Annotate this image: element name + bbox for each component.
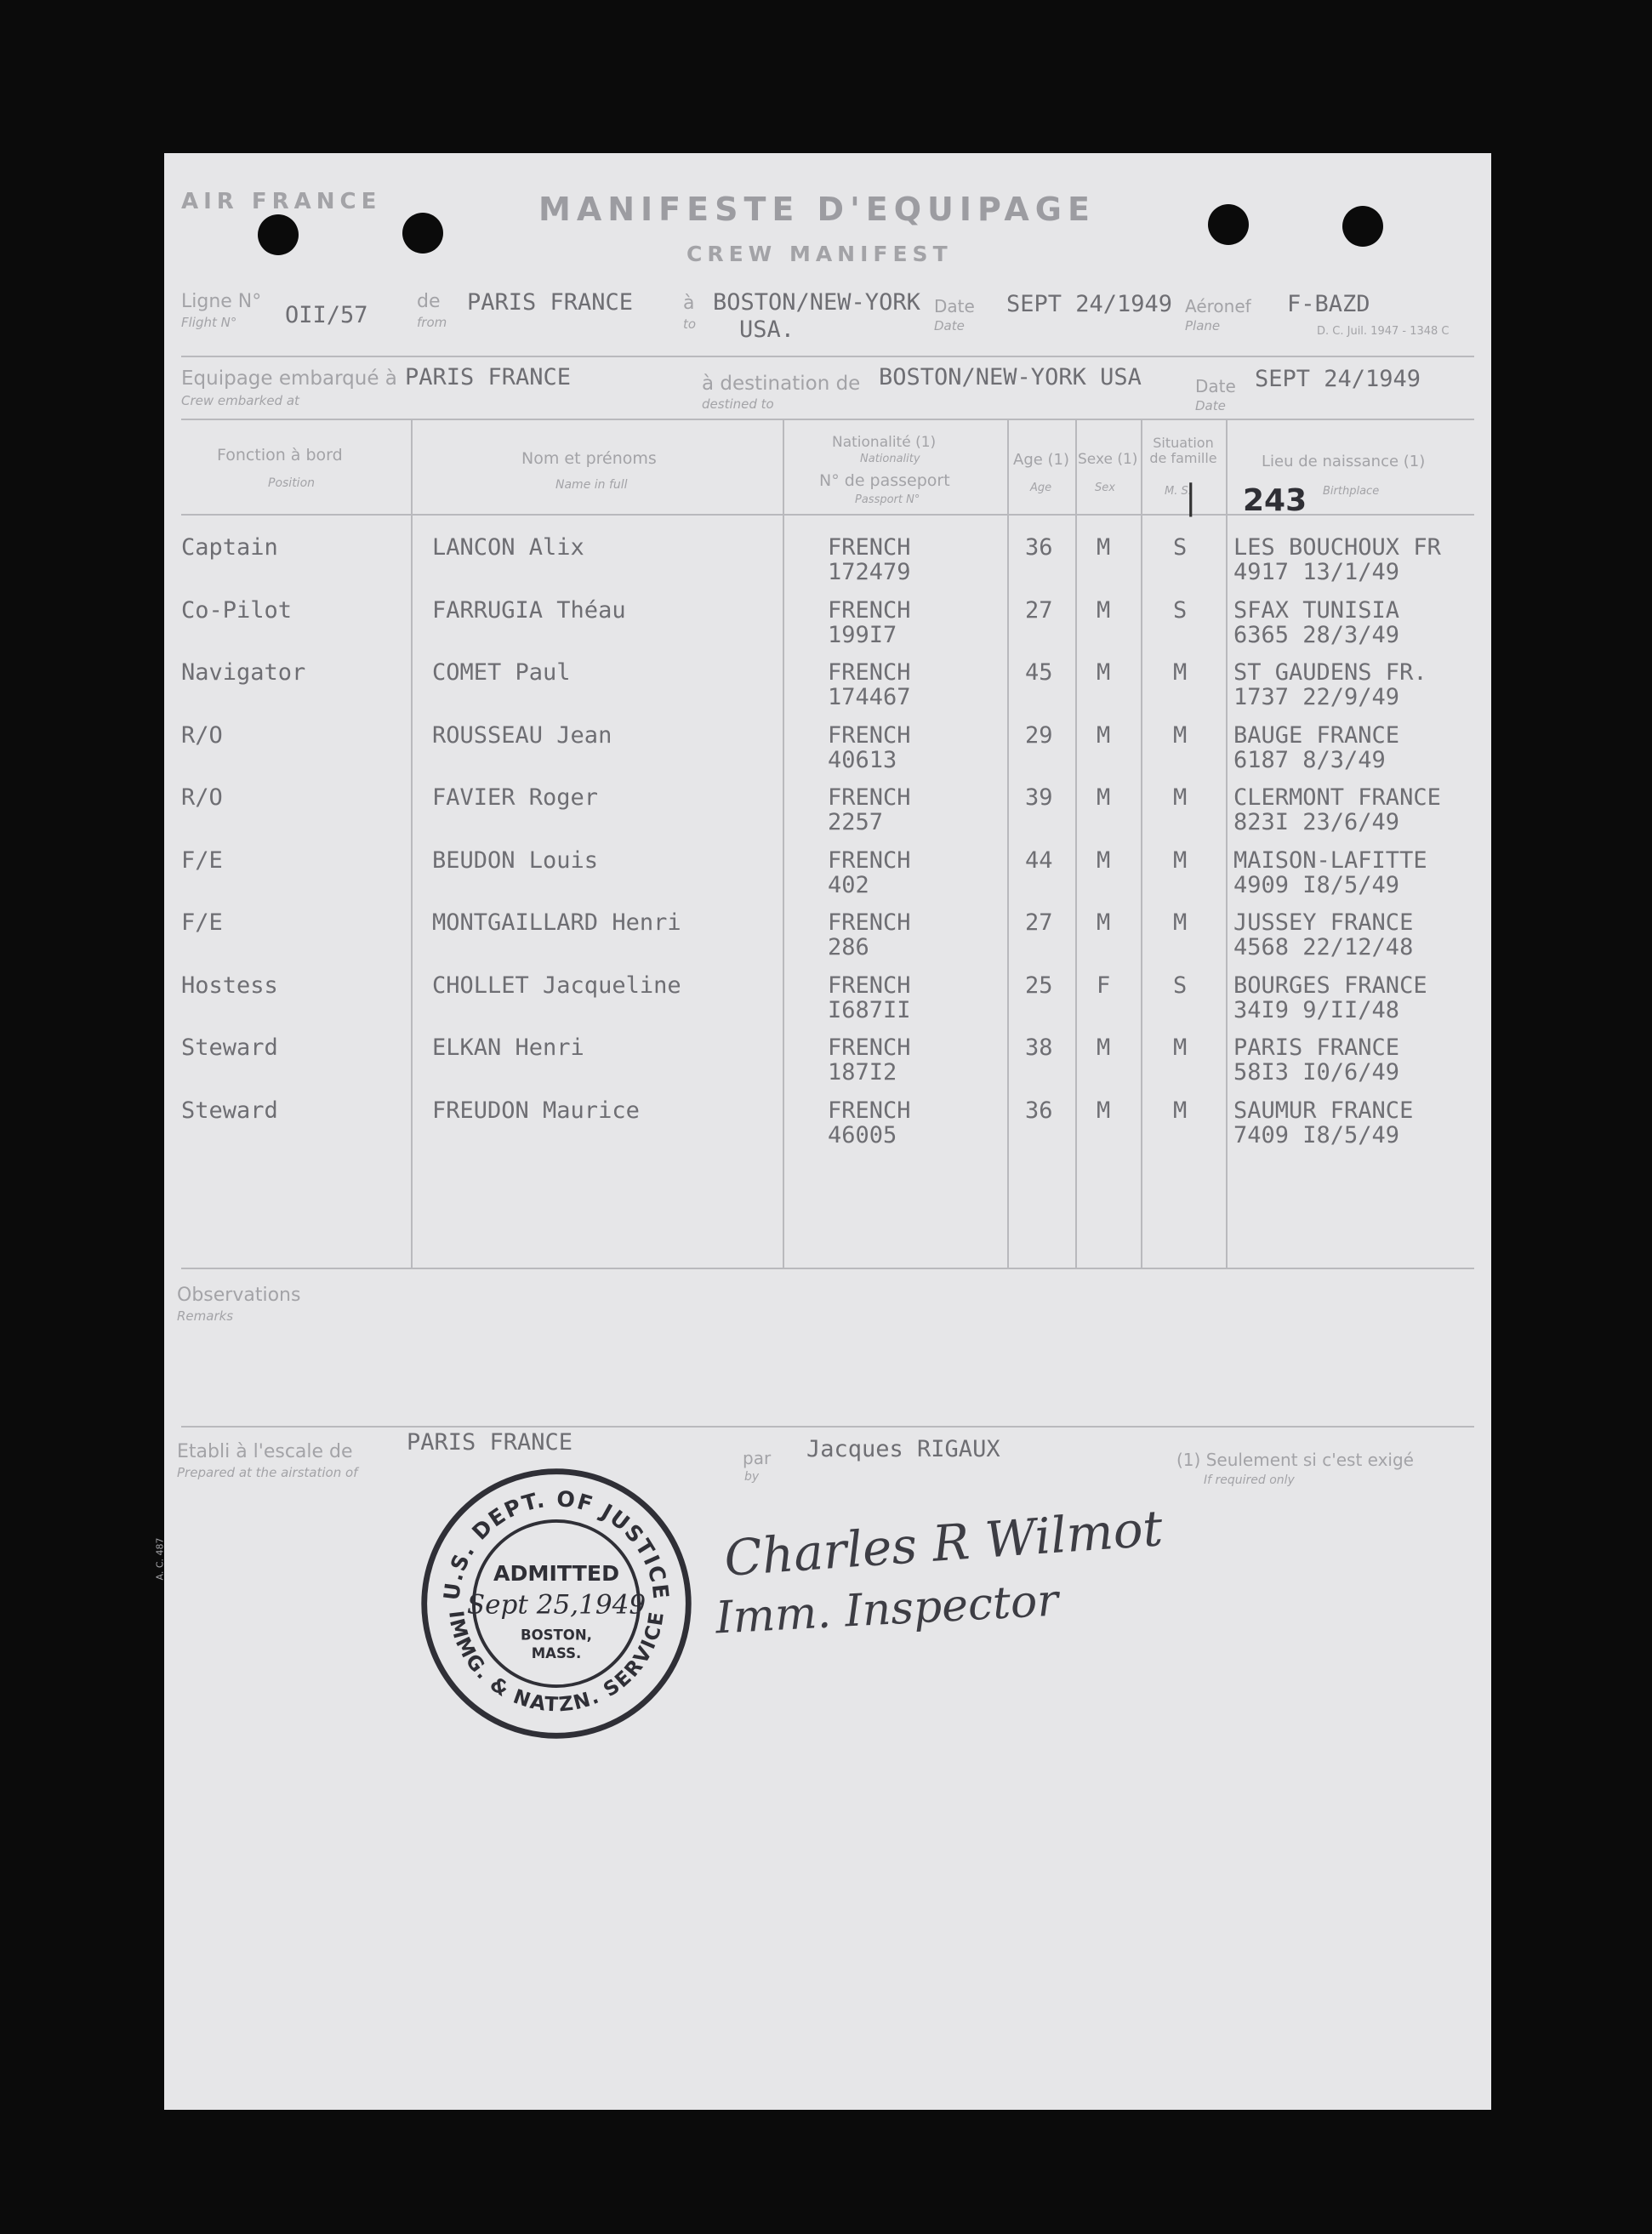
- column-header-birthplace-en: Birthplace: [1323, 485, 1380, 498]
- stamp-city: BOSTON,: [521, 1627, 592, 1644]
- crew-birth-ref: 6365 28/3/49: [1233, 621, 1400, 648]
- date-value: SEPT 24/1949: [1006, 291, 1173, 317]
- to-label: à: [683, 293, 695, 314]
- plane-value: F-BAZD: [1287, 291, 1370, 317]
- crew-birthplace: SAUMUR FRANCE: [1233, 1097, 1414, 1124]
- punch-hole: [258, 214, 299, 255]
- column-header-passport: N° de passeport: [819, 471, 950, 490]
- crew-name: CHOLLET Jacqueline: [432, 972, 681, 999]
- crew-position: Captain: [181, 534, 278, 561]
- crew-status: M: [1173, 1097, 1188, 1124]
- crew-age: 44: [1025, 846, 1053, 874]
- check-mark: |: [1185, 478, 1197, 517]
- embark-date-label-en: Date: [1195, 398, 1226, 413]
- date-label: Date: [934, 296, 975, 316]
- column-header-status-en: M. S.: [1165, 485, 1192, 498]
- column-header-nationality-en: Nationality: [860, 453, 920, 465]
- crew-passport: 402: [828, 871, 869, 898]
- column-divider: [1226, 419, 1228, 1269]
- crew-birth-ref: 6187 8/3/49: [1233, 746, 1386, 773]
- flight-number: OII/57: [285, 302, 368, 328]
- page-subtitle: CREW MANIFEST: [686, 242, 953, 266]
- crew-passport: 40613: [828, 746, 897, 773]
- embark-date-label: Date: [1195, 376, 1236, 396]
- footnote-en: If required only: [1204, 1473, 1295, 1487]
- to-value-country: USA.: [739, 316, 795, 343]
- embark-label-en: Crew embarked at: [181, 393, 299, 408]
- from-label: de: [417, 291, 441, 312]
- crew-birth-ref: 4568 22/12/48: [1233, 934, 1414, 960]
- crew-birthplace: BAUGE FRANCE: [1233, 721, 1400, 749]
- crew-position: R/O: [181, 721, 223, 749]
- crew-position: Co-Pilot: [181, 596, 293, 624]
- crew-age: 25: [1025, 972, 1053, 999]
- crew-status: M: [1173, 721, 1188, 749]
- embark-value: PARIS FRANCE: [405, 364, 572, 390]
- crew-name: ELKAN Henri: [432, 1034, 584, 1061]
- column-header-birthplace: Lieu de naissance (1): [1262, 453, 1426, 470]
- plane-label: Aéronef: [1185, 296, 1251, 316]
- column-header-age: Age (1): [1013, 451, 1070, 469]
- crew-status: M: [1173, 659, 1188, 686]
- crew-birth-ref: 7409 I8/5/49: [1233, 1121, 1400, 1148]
- to-value: BOSTON/NEW-YORK: [713, 289, 920, 316]
- manifest-page: [154, 153, 1491, 2110]
- form-code: D. C. Juil. 1947 - 1348 C: [1317, 325, 1450, 338]
- embark-date-value: SEPT 24/1949: [1255, 366, 1421, 392]
- plane-label-en: Plane: [1185, 318, 1221, 333]
- by-value: Jacques RIGAUX: [806, 1436, 1000, 1462]
- prepared-label: Etabli à l'escale de: [177, 1441, 353, 1462]
- crew-position: F/E: [181, 846, 223, 874]
- stamp-admitted: ADMITTED: [493, 1560, 620, 1586]
- stamp-state: MASS.: [531, 1645, 582, 1662]
- crew-age: 45: [1025, 659, 1053, 686]
- crew-name: FARRUGIA Théau: [432, 596, 626, 624]
- crew-name: ROUSSEAU Jean: [432, 721, 612, 749]
- side-code: A. C. 487: [154, 1537, 166, 1581]
- remarks-label: Observations: [177, 1285, 301, 1306]
- by-label: par: [743, 1448, 772, 1468]
- crew-birth-ref: 4917 13/1/49: [1233, 559, 1400, 585]
- crew-age: 36: [1025, 534, 1053, 561]
- crew-sex: M: [1097, 784, 1111, 811]
- column-header-sex: Sexe (1): [1078, 451, 1138, 468]
- crew-sex: M: [1097, 534, 1111, 561]
- column-header-position-en: Position: [268, 476, 316, 490]
- crew-birthplace: LES BOUCHOUX FR: [1233, 534, 1441, 561]
- crew-name: FAVIER Roger: [432, 784, 599, 811]
- column-header-age-en: Age: [1030, 482, 1052, 494]
- prepared-value: PARIS FRANCE: [407, 1429, 573, 1456]
- table-bottom-rule: [181, 1268, 1474, 1269]
- flight-label: Ligne N°: [181, 291, 262, 312]
- crew-sex: M: [1097, 721, 1111, 749]
- crew-position: Steward: [181, 1097, 278, 1124]
- crew-age: 38: [1025, 1034, 1053, 1061]
- prepared-label-en: Prepared at the airstation of: [177, 1465, 358, 1480]
- column-header-name: Nom et prénoms: [521, 449, 657, 468]
- date-label-en: Date: [934, 318, 965, 333]
- stamp-date: Sept 25,1949: [466, 1589, 647, 1621]
- crew-birthplace: SFAX TUNISIA: [1233, 596, 1400, 624]
- crew-age: 27: [1025, 596, 1053, 624]
- crew-birth-ref: 1737 22/9/49: [1233, 684, 1400, 710]
- crew-sex: M: [1097, 1097, 1111, 1124]
- crew-passport: 172479: [828, 559, 911, 585]
- destination-label: à destination de: [702, 373, 861, 395]
- punch-hole: [402, 213, 443, 254]
- crew-sex: M: [1097, 596, 1111, 624]
- stamp-top-arc: U.S. DEPT. OF JUSTICE: [439, 1486, 674, 1602]
- column-divider: [411, 419, 413, 1269]
- crew-passport: 46005: [828, 1121, 897, 1148]
- crew-position: Hostess: [181, 972, 278, 999]
- flight-label-en: Flight N°: [181, 315, 237, 330]
- column-divider: [783, 419, 784, 1269]
- crew-status: M: [1173, 846, 1188, 874]
- crew-birth-ref: 58I3 I0/6/49: [1233, 1059, 1400, 1086]
- destination-value: BOSTON/NEW-YORK USA: [879, 364, 1142, 390]
- crew-status: S: [1173, 596, 1188, 624]
- punch-hole: [1208, 204, 1249, 245]
- crew-age: 39: [1025, 784, 1053, 811]
- manifest-stamp-number: 243: [1243, 483, 1307, 518]
- crew-sex: F: [1097, 972, 1111, 999]
- footer-rule: [181, 1426, 1474, 1428]
- crew-age: 36: [1025, 1097, 1053, 1124]
- crew-birthplace: ST GAUDENS FR.: [1233, 659, 1427, 686]
- crew-nationality: FRENCH: [828, 846, 911, 874]
- crew-status: M: [1173, 1034, 1188, 1061]
- crew-status: M: [1173, 784, 1188, 811]
- crew-position: R/O: [181, 784, 223, 811]
- crew-nationality: FRENCH: [828, 1034, 911, 1061]
- crew-birthplace: BOURGES FRANCE: [1233, 972, 1427, 999]
- crew-passport: 286: [828, 934, 869, 960]
- column-divider: [1141, 419, 1142, 1269]
- stamp-bottom-arc: IMMG. & NATZN. SERVICE: [444, 1609, 669, 1717]
- crew-passport: 187I2: [828, 1059, 897, 1086]
- crew-position: F/E: [181, 909, 223, 936]
- crew-status: S: [1173, 534, 1188, 561]
- crew-position: Steward: [181, 1034, 278, 1061]
- crew-name: FREUDON Maurice: [432, 1097, 640, 1124]
- crew-sex: M: [1097, 909, 1111, 936]
- page-title: MANIFESTE D'EQUIPAGE: [538, 191, 1096, 228]
- punch-hole: [1342, 206, 1383, 247]
- crew-passport: I687II: [828, 996, 911, 1023]
- crew-passport: 174467: [828, 684, 911, 710]
- crew-age: 27: [1025, 909, 1053, 936]
- airline-name: AIR FRANCE: [181, 189, 382, 214]
- crew-passport: 199I7: [828, 621, 897, 648]
- crew-age: 29: [1025, 721, 1053, 749]
- embark-label: Equipage embarqué à: [181, 368, 397, 390]
- crew-nationality: FRENCH: [828, 596, 911, 624]
- column-divider: [1007, 419, 1009, 1269]
- crew-nationality: FRENCH: [828, 1097, 911, 1124]
- to-label-en: to: [683, 316, 697, 332]
- crew-sex: M: [1097, 659, 1111, 686]
- crew-birth-ref: 34I9 9/II/48: [1233, 996, 1400, 1023]
- destination-label-en: destined to: [702, 396, 774, 412]
- column-divider: [1075, 419, 1077, 1269]
- crew-nationality: FRENCH: [828, 534, 911, 561]
- crew-status: M: [1173, 909, 1188, 936]
- crew-birth-ref: 4909 I8/5/49: [1233, 871, 1400, 898]
- column-header-sex-en: Sex: [1095, 482, 1115, 494]
- crew-birthplace: CLERMONT FRANCE: [1233, 784, 1441, 811]
- column-header-status: Situation de famille: [1149, 435, 1217, 466]
- crew-nationality: FRENCH: [828, 721, 911, 749]
- crew-status: S: [1173, 972, 1188, 999]
- crew-nationality: FRENCH: [828, 972, 911, 999]
- crew-nationality: FRENCH: [828, 659, 911, 686]
- crew-passport: 2257: [828, 809, 884, 835]
- from-label-en: from: [417, 315, 447, 330]
- crew-birthplace: MAISON-LAFITTE: [1233, 846, 1427, 874]
- footnote: (1) Seulement si c'est exigé: [1176, 1450, 1414, 1470]
- crew-sex: M: [1097, 846, 1111, 874]
- by-label-en: by: [744, 1470, 760, 1484]
- column-header-name-en: Name in full: [555, 478, 628, 492]
- crew-nationality: FRENCH: [828, 909, 911, 936]
- table-top-rule: [181, 419, 1474, 420]
- column-header-position: Fonction à bord: [217, 446, 343, 464]
- column-header-passport-en: Passport N°: [855, 493, 920, 506]
- crew-nationality: FRENCH: [828, 784, 911, 811]
- crew-birthplace: JUSSEY FRANCE: [1233, 909, 1414, 936]
- crew-birthplace: PARIS FRANCE: [1233, 1034, 1400, 1061]
- divider: [181, 356, 1474, 357]
- column-header-nationality: Nationalité (1): [832, 434, 937, 451]
- crew-sex: M: [1097, 1034, 1111, 1061]
- from-value: PARIS FRANCE: [467, 289, 634, 316]
- inspector-signature: Charles R Wilmot: [722, 1499, 1165, 1587]
- admitted-stamp: [416, 1463, 697, 1744]
- crew-name: LANCON Alix: [432, 534, 584, 561]
- crew-birth-ref: 823I 23/6/49: [1233, 809, 1400, 835]
- crew-name: MONTGAILLARD Henri: [432, 909, 681, 936]
- crew-name: BEUDON Louis: [432, 846, 599, 874]
- crew-name: COMET Paul: [432, 659, 571, 686]
- remarks-label-en: Remarks: [177, 1308, 234, 1324]
- crew-position: Navigator: [181, 659, 306, 686]
- inspector-title: Imm. Inspector: [714, 1575, 1060, 1644]
